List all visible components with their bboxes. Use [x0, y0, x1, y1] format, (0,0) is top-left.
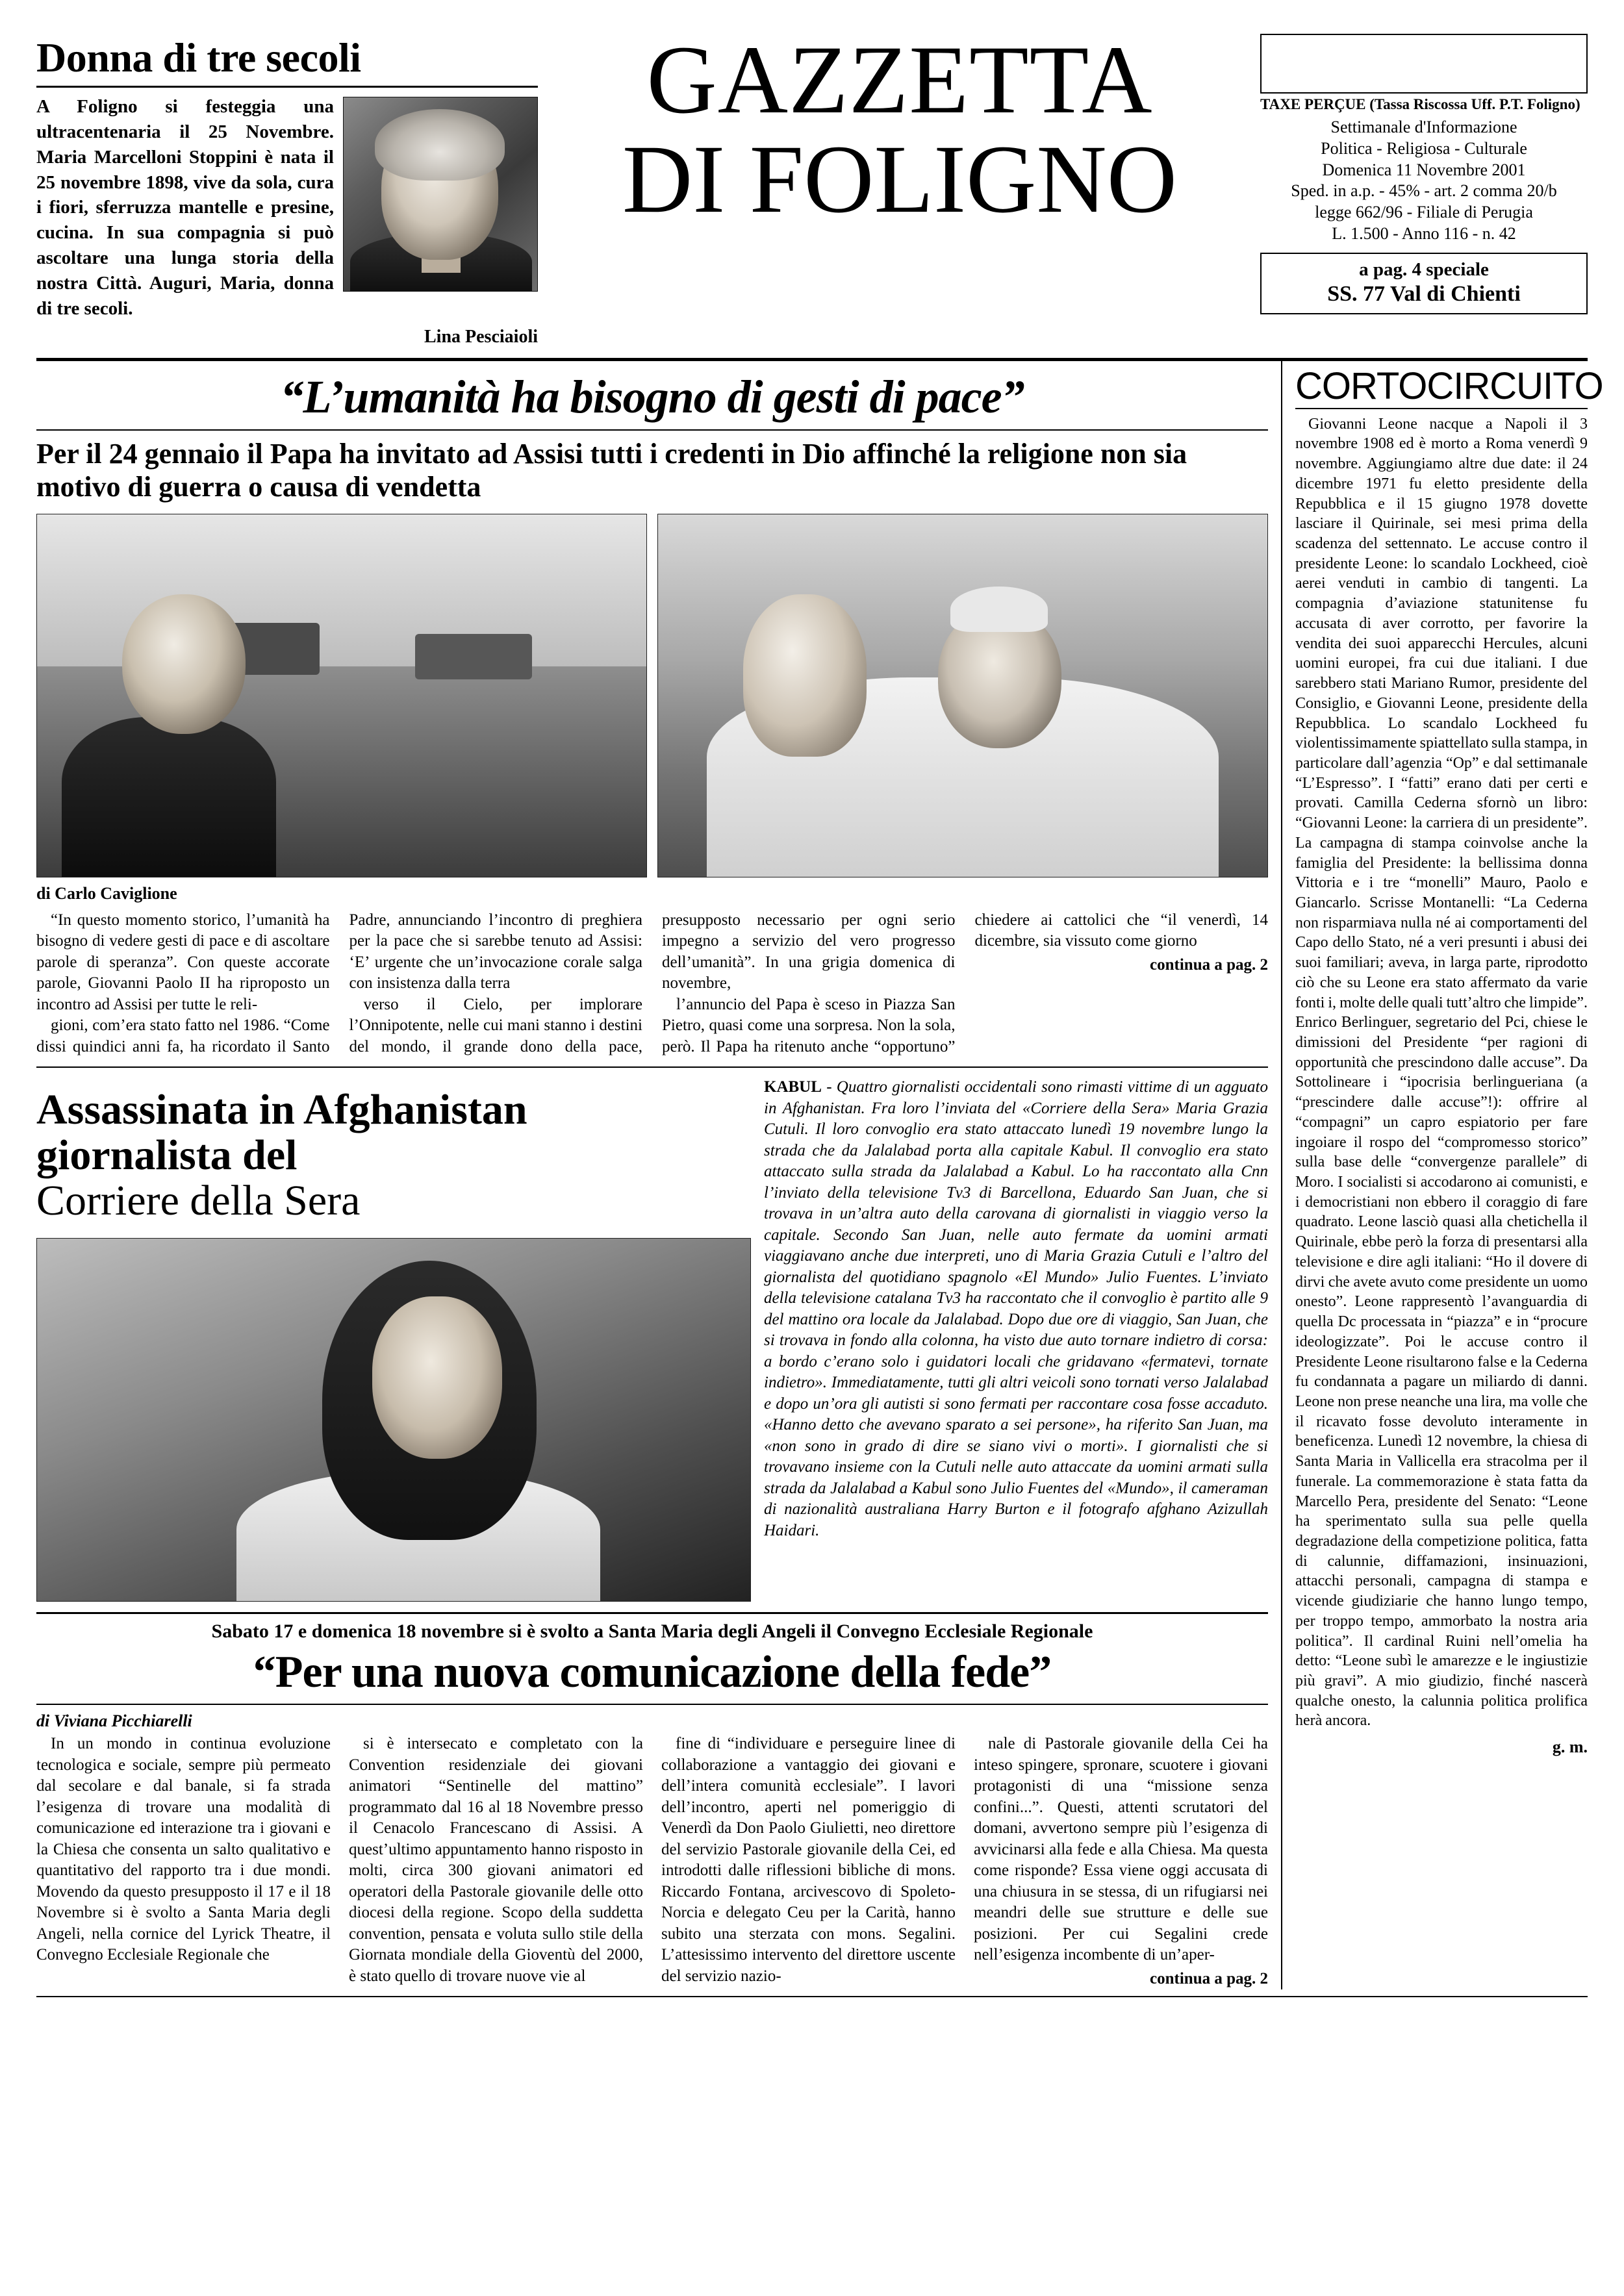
afghanistan-text [764, 1077, 1268, 1541]
afghanistan-headline-line3: Corriere della Sera [36, 1177, 361, 1225]
cortocircuito-rule [1295, 408, 1588, 409]
side-article-credit: Lina Pesciaioli [424, 326, 538, 347]
afghanistan-dateline: KABUL [764, 1078, 822, 1096]
page-bottom-rule [36, 1996, 1588, 1997]
lead-paragraph-1: “In questo momento storico, l’umanità ha bisogno di vedere gesti di pace e di ascoltare parole di speranza”. Con queste accorate parole, Giovanni Paolo II ha riproposto un incontro ad Assisi per tutte le reli- [36, 911, 330, 1013]
masthead-title [550, 26, 1250, 233]
convegno-kicker: Sabato 17 e domenica 18 novembre si è svolto a Santa Maria degli Angeli il Convegno Ecclesiale Regionale [211, 1621, 1093, 1643]
afghanistan-right [764, 1077, 1268, 1602]
cortocircuito-text: Giovanni Leone nacque a Napoli il 3 novembre 1908 ed è morto a Roma venerdì 9 novembre. Aggiungiamo altre due date: il 24 dicembre 1971 fu eletto presidente della Repubblica e il 15 giugno 1978 dovette lasciare il Quirinale, sei mesi prima della scadenza del settennato. Le accuse contro il presidente Leone: lo scandalo Lockheed, cioè aerei venduti in cambio di tangenti. La compagnia d’aviazione statunitense fu accusata di aver corrotto, per favorire la vendita dei suoi apparecchi Hercules, alcuni uomini europei, fra cui due italiani. I due sarebbero stati Mariano Rumor, presidente del Consiglio, e Giovanni Leone, presidente della Repubblica. Lo scandalo Lockheed fu violentissimamente spiattellato sulla stampa, in particolare dall’agenzia “Op” e dal settimanale “L’Espresso”. I “fatti” erano dati per certi e provati. Camilla Cederna sfornò un libro: “Giovanni Leone: la carriera di un presidente”. La campagna di stampa coinvolse anche la famiglia del Presidente: la bellissima donna Vittoria e i tre “monelli” Mauro, Paolo e Giancarlo. Scrisse Montanelli: “La Cederna non risparmiava nulla né ai comportamenti del Capo dello Stato, né a veri presunti i abusi dei suoi familiari; aveva, in larga parte, riprodotto ciò che su Leone era stato affermato da varie fonti i, molte delle quali tutt’altro che limpide”. Enrico Berlinguer, segretario del Pci, chiese le dimissioni del Presidente “per ragioni di opportunità che prescindono dalle accuse”. Da Sottolineare i “ipocrisia berlingueriana (a “prescindere dalle accuse”!): offrire al “compagni” un capro espiatorio per fare ingoiare il rospo del “compromesso storico” sulla base delle “convergenze parallele” di Moro. I socialisti si accodarono ai comunisti, e i democristiani non ebbero il coraggio di fare quadrato. Leone lasciò quasi alla chetichella il Quirinale, ebbe però la forza di presentarsi alla televisione e dire agli italiani: “Ho il dovere di dirvi che avete avuto come presidente un uomo onesto”. Leone rappresentò l’avanguardia di quella Dc processata in “piazza” e in “procure ideologizzate”. Poi le accuse contro il Presidente Leone risultarono false e la Cederna fu condannata a pagare un miliardo di danni. Leone non prese neanche una lira, ma volle che il ricavato fosse devoluto interamente in beneficenza. Lunedì 12 novembre, la chiesa di Santa Maria in Vallicella era stracolma per il funerale. La commemorazione è stata fatta da Marcello Pera, presidente del Senato: “Leone ha sperimentato sulla sua pelle quella degradazione della competizione politica, fatta di calunnie, diffamazioni, insinuazioni, attacchi personali, campagna di stampa e vicende giudiziarie che hanno lungo tempo, per troppo tempo, ammorbato la nostra aria politica”. Il cardinal Ruini nell’omelia ha detto: “Leone subì le amarezze e le ingiustizie più gravi”. A mio giudizio, finché nascerà qualche onesto, la calunnia politica prolifica herà ancora. [1295, 415, 1588, 1730]
masthead-side-article [36, 34, 550, 347]
promo-line-1: a pag. 4 speciale [1359, 259, 1489, 280]
convegno-paragraph-3: fine di “individuare e perseguire linee di collaborazione a vantaggio dei giovani e dell’intera comunità ecclesiale”. I lavori dell’incontro, aperti nel pomeriggio di Venerdì da Don Paolo Giulietti, neo direttore del servizio Pastorale giovanile della Cei, ed introdotti dalle riflessioni bibliche di mons. Riccardo Fontana, arcivescovo di Spoleto-Norcia e delegato Ceu per la Carità, hanno subito una sterzata con mons. Segalini. L’attesissimo intervento del direttore uscente del servizio nazio- [661, 1735, 956, 1985]
afghanistan-body: - Quattro giornalisti occidentali sono rimasti vittime di un agguato in Afghanistan. Fra loro l’inviata del «Corriere della Sera» Maria Grazia Cutuli. Il loro convoglio era stato attaccato lunedì 19 novembre lungo la strada che da Jalalabad porta alla capitale Kabul. Il convoglio era stato attaccato sulla strada da Jalalabad a Kabul. Lo ha raccontato alla Cnn l’inviato della televisione Tv3 di Barcellona, Eduardo San Juan, che si trovava in un’altra auto della carovana di giornalisti in viaggio verso la capitale. Secondo San Juan, nelle auto fermate da uomini armati viaggiavano anche due interpreti, uno di Maria Grazia Cutuli e l’altro del giornalista del quotidiano spagnolo «El Mundo» Julio Fuentes. L’inviato della televisione catalana Tv3 ha raccontato che il convoglio è partito alle 9 del mattino ora locale da Jalalabad. Dopo due ore di viaggio, San Juan, che si trovava in fondo alla colonna, ha visto due auto tornare indietro di corsa: a bordo c’erano solo i guidatori locali che gridavano «fermatevi, tornate indietro». Immediatamente, tutti gli altri veicoli sono tornati verso Jalalabad e dopo un’ora gli autisti si sono fermati per raccontare cosa fosse accaduto. «Hanno detto che avevano sparato a sei persone», ha riferito San Juan, ma «non sono in grado di dire se siano vivi o morti». I giornalisti che si trovavano insieme con la Cutuli nelle auto attaccate da uomini armati sulla strada da Jalalabad a Kabul sono Julio Fuentes del «Mundo», il cameraman di nazionalità australiana Harry Burton e il fotografo afghano Azizullah Haidari. [764, 1078, 1268, 1539]
convegno-paragraph-1: In un mondo in continua evoluzione tecnologica e sociale, sempre più permeato dal secolare e dal banale, si fa strada l’esigenza di trovare una modalità di comunicazione ed interazione tra i giovani e la Chiesa che consenta un salto qualitativo e quantitativo del rapporto tra i due mondi. Movendo da questo presupposto il 17 e il 18 Novembre si è svolto a Santa Maria degli Angeli, nella cornice del Lyrick Theatre, il Convegno Ecclesiale Regionale che [36, 1735, 331, 1964]
elderly-woman-photo [343, 97, 538, 292]
side-article-rule [36, 86, 538, 88]
lead-paragraph-3: verso il Cielo, per implorare l’Onnipotente, nelle cui mani stanno i destini del mondo, il grande dono della pace, presupposto necessario per ogni serio impegno a servizio del vero progresso dell’umanità”. In una grigia domenica di novembre, [349, 911, 956, 1055]
promo-box [1260, 253, 1588, 314]
cortocircuito-body [1295, 414, 1588, 1731]
info-line-3: Sped. in a.p. - 45% - art. 2 comma 20/b [1291, 181, 1557, 201]
publication-info [1260, 117, 1588, 245]
afghanistan-headline [36, 1087, 751, 1224]
convegno-continued-link[interactable]: continua a pag. 2 [1150, 1969, 1268, 1987]
afghanistan-left [36, 1077, 751, 1602]
cortocircuito-signature: g. m. [1552, 1737, 1588, 1757]
info-line-4: legge 662/96 - Filiale di Perugia [1315, 203, 1533, 221]
side-article-text: A Foligno si festeggia una ultracentenaria il 25 Novembre. Maria Marcelloni Stoppini è nata il 25 novembre 1898, vive da sola, cura i fiori, sferruzza mantelle e presine, cucina. In sua compagnia si può ascoltare una lunga storia della nostra Città. Auguri, Maria, donna di tre secoli. [36, 96, 334, 319]
convegno-headline: “Per una nuova comunicazione della fede” [253, 1647, 1052, 1698]
side-article-body-wrap [36, 94, 538, 322]
cortocircuito-column [1282, 361, 1603, 1989]
lead-continued-link[interactable]: continua a pag. 2 [1150, 955, 1268, 974]
lead-paragraph-2: gioni, com’era stato fatto nel 1986. “Come dissi quindici anni fa, ha ricordato il Santo Padre, annunciando l’incontro di preghiera per la pace che si sarebbe tenuto ad Assisi: ‘E’ urgente che un’invocazione corale salga con insistenza dalla terra [36, 911, 642, 1055]
lead-subhead: Per il 24 gennaio il Papa ha invitato ad Assisi tutti i credenti in Dio affinché la religione non sia motivo di guerra o causa di vendetta [36, 437, 1187, 503]
newspaper-title-line2: DI FOLIGNO [622, 125, 1178, 233]
afghanistan-article [36, 1066, 1268, 1602]
convegno-paragraph-2: si è intersecato e completato con la Convention residenziale dei giovani animatori “Sentinelle del mattino” programmato dal 16 al 18 Novembre presso il Cenacolo Francescano di Assisi. A quest’ultimo appuntamento hanno risposto in molti, circa 300 giovani animatori ed operatori della Pastorale giovanile delle otto diocesi della regione. Scopo della suddetta convention, pensata e voluta sullo stile della Giornata mondiale della Gioventù del 2000, è stato quello di trovare nuove vie al [349, 1735, 643, 1985]
lead-article-body [36, 910, 1268, 1058]
taxe-percue-line: TAXE PERÇUE (Tassa Riscossa Uff. P.T. Foligno) [1260, 96, 1580, 112]
afghanistan-headline-line2: giornalista del [36, 1131, 298, 1180]
afghanistan-headline-line1: Assassinata in Afghanistan [36, 1086, 527, 1134]
convegno-rule [36, 1704, 1268, 1705]
convegno-paragraph-4: nale di Pastorale giovanile della Cei ha inteso spingere, spronare, scuotere i giovani protagonisti di una “missione senza confini...”. Questi, attenti scrutatori del domani, avvertono sempre più l’esigenza di avvicinarsi alla fede e alla Chiesa. Ma questa come risponde? Essa viene oggi accusata di una chiusura in se stessa, di un rifugiarsi nei meandri delle sue strutture e delle sue posizioni. Per cui Segalini crede nell’esigenza incombente di un’aper- [974, 1735, 1268, 1964]
info-line-2: Domenica 11 Novembre 2001 [1322, 160, 1526, 179]
lead-headline: “L’umanità ha bisogno di gesti di pace” [280, 370, 1024, 423]
lead-paragraph-4: l’annuncio del Papa è sceso in Piazza San Pietro, quasi come una sorpresa. Non la sola, però. Il Papa ha ritenuto anche “opportuno” chiedere ai cattolici che “il venerdì, 14 dicembre, sia vissuto come giorno [662, 911, 1268, 1055]
afghan-child-photo [36, 514, 647, 877]
main-content [36, 361, 1603, 1989]
convegno-article [36, 1612, 1268, 1989]
convegno-body [36, 1734, 1268, 1989]
side-article-title: Donna di tre secoli [36, 34, 361, 81]
info-line-1: Politica - Religiosa - Culturale [1321, 138, 1527, 158]
convegno-byline: di Viviana Picchiarelli [36, 1711, 192, 1731]
masthead-info-block [1250, 34, 1588, 314]
lead-rule [36, 429, 1268, 431]
left-column [36, 361, 1282, 1989]
postal-box [1260, 34, 1588, 94]
info-line-5: L. 1.500 - Anno 116 - n. 42 [1332, 223, 1516, 243]
pope-photo [657, 514, 1268, 877]
newspaper-title-line1: GAZZETTA [646, 26, 1153, 134]
info-line-0: Settimanale d'Informazione [1330, 118, 1517, 136]
lead-byline: di Carlo Caviglione [36, 883, 177, 903]
lead-photo-row [36, 514, 1268, 877]
journalist-photo [36, 1238, 751, 1602]
promo-line-2: SS. 77 Val di Chienti [1327, 281, 1521, 306]
masthead [36, 26, 1588, 361]
cortocircuito-title: CORTOCIRCUITO [1295, 364, 1603, 407]
